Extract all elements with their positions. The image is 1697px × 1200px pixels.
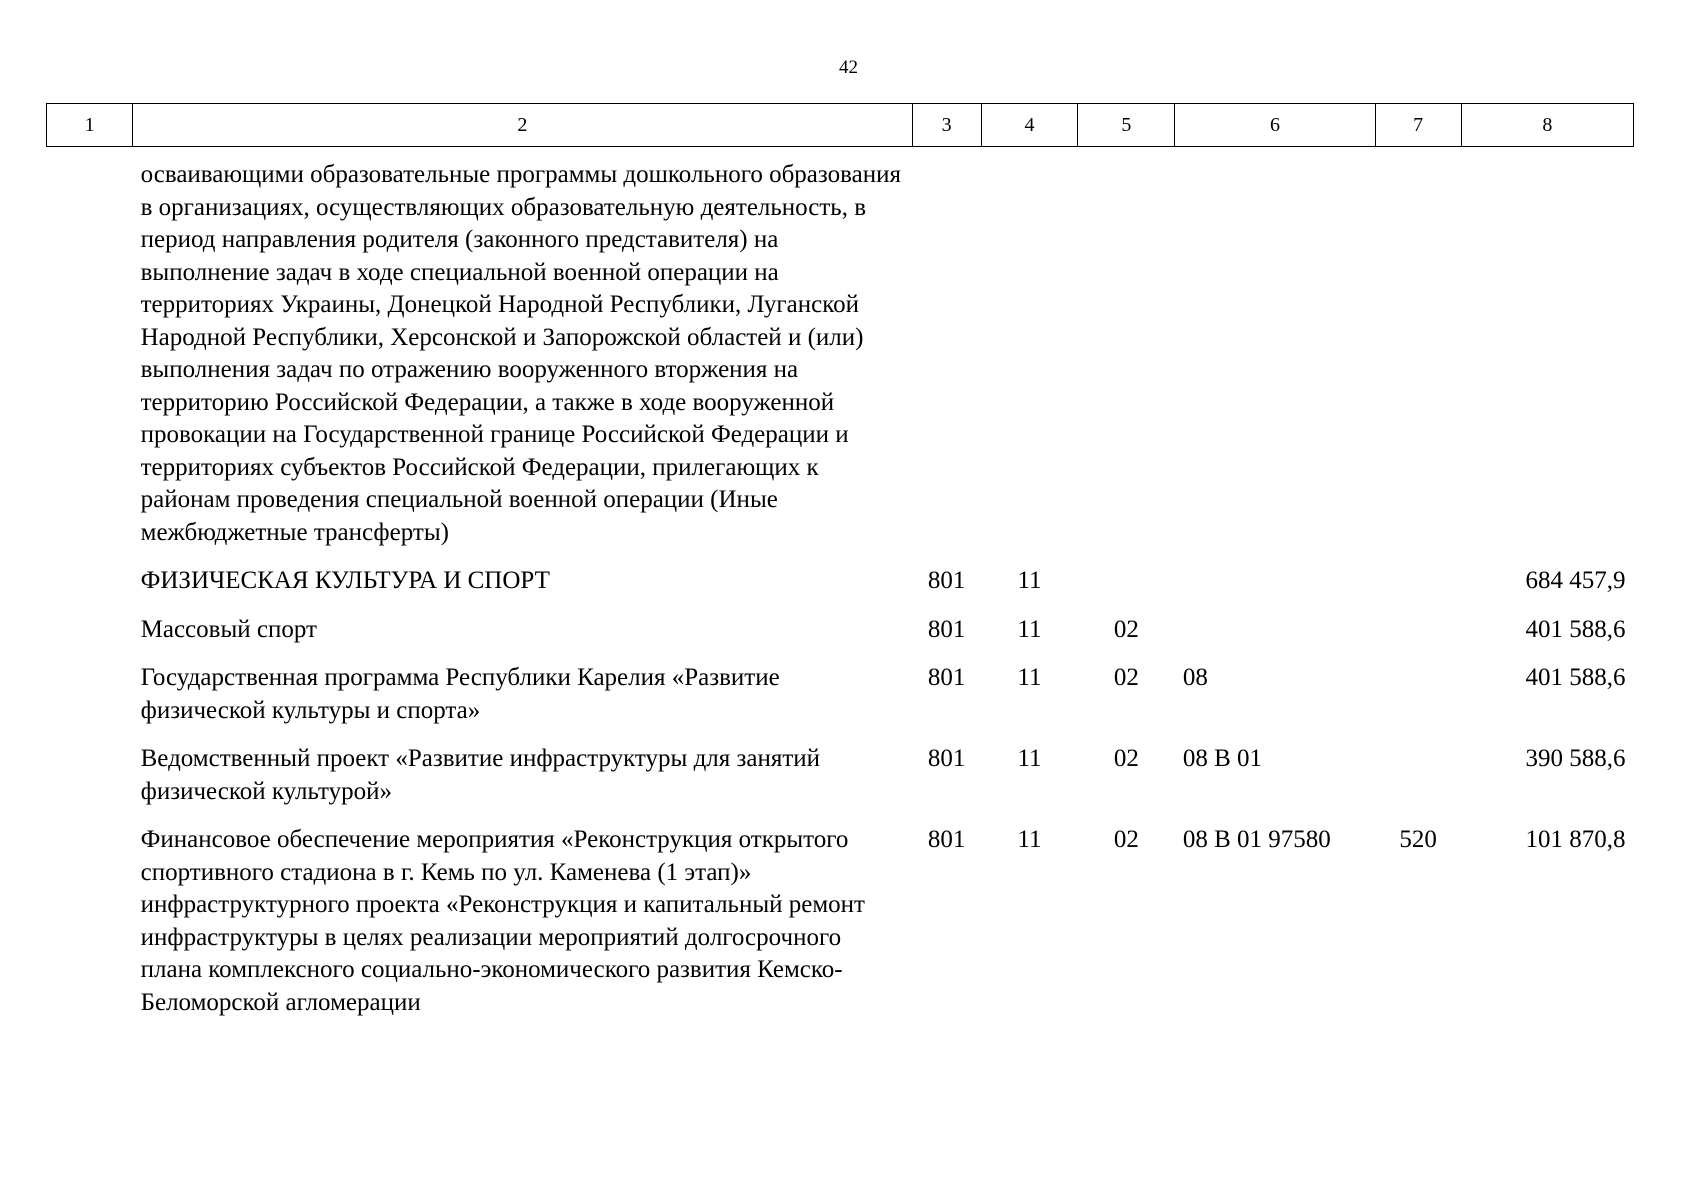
expense-type	[1375, 646, 1461, 727]
column-header: 2	[133, 104, 913, 147]
amount: 684 457,9	[1525, 567, 1626, 594]
section-code	[981, 147, 1078, 550]
target-code	[1175, 598, 1375, 647]
subsection-code: 02	[1113, 826, 1139, 853]
section-code: 11	[1017, 615, 1042, 643]
subsection-code	[1078, 549, 1175, 598]
column-header: 1	[47, 104, 133, 147]
column-header: 5	[1078, 104, 1175, 147]
target-code: 08	[1182, 664, 1208, 691]
expense-type	[1375, 147, 1461, 550]
amount: 401 588,6	[1525, 615, 1626, 643]
subsection-code: 02	[1113, 615, 1139, 643]
admin-code: 801	[927, 615, 966, 643]
admin-code	[912, 147, 981, 550]
target-code: 08 В 01	[1182, 745, 1262, 772]
item-name: Финансовое обеспечение мероприятия «Реконструкция открытого спортивного стадиона в г. Кемь по ул. Каменева (1 этап)» инфраструктурного проекта «Реконструкция и капитальный ремонт инфраструктуры в целях реализации мероприятий долгосрочного плана комплексного социально-экономического развития Кемско-Беломорской агломерации	[140, 826, 865, 1016]
table-row	[47, 727, 1634, 808]
section-code: 11	[1017, 826, 1042, 853]
amount: 101 870,8	[1525, 826, 1626, 853]
item-name: Массовый спорт	[140, 615, 317, 643]
expense-type: 520	[1399, 826, 1437, 853]
admin-code: 801	[927, 567, 966, 594]
column-header: 8	[1461, 104, 1633, 147]
amount	[1461, 147, 1633, 550]
admin-code: 801	[927, 664, 966, 691]
expense-type	[1375, 598, 1461, 647]
target-code	[1175, 549, 1375, 598]
section-code: 11	[1017, 745, 1042, 772]
amount: 390 588,6	[1525, 745, 1626, 772]
table-row	[47, 549, 1634, 598]
subsection-code: 02	[1113, 664, 1139, 691]
page-number: 42	[839, 57, 858, 78]
amount: 401 588,6	[1525, 664, 1626, 691]
item-name: Ведомственный проект «Развитие инфраструктуры для занятий физической культурой»	[140, 745, 821, 805]
section-code: 11	[1017, 567, 1042, 594]
admin-code: 801	[927, 745, 966, 772]
column-header: 3	[912, 104, 981, 147]
header-row	[47, 104, 1634, 147]
table-row	[47, 646, 1634, 727]
subsection-code	[1078, 147, 1175, 550]
column-header: 7	[1375, 104, 1461, 147]
subsection-code: 02	[1113, 745, 1139, 772]
item-name: Государственная программа Республики Карелия «Развитие физической культуры и спорта»	[140, 664, 780, 724]
column-header: 6	[1175, 104, 1375, 147]
admin-code: 801	[927, 826, 966, 853]
expense-type	[1375, 549, 1461, 598]
target-code	[1175, 147, 1375, 550]
table-row	[47, 808, 1634, 1019]
table-row	[47, 598, 1634, 647]
section-code: 11	[1017, 664, 1042, 691]
column-header: 4	[981, 104, 1078, 147]
expense-type	[1375, 727, 1461, 808]
target-code: 08 В 01 97580	[1182, 826, 1331, 853]
item-name: ФИЗИЧЕСКАЯ КУЛЬТУРА И СПОРТ	[140, 567, 550, 594]
budget-table	[46, 103, 1634, 1019]
item-name: осваивающими образовательные программы дошкольного образования в организациях, осуществляющих образовательную деятельность, в период направления родителя (законного представителя) на выполнение задач в ходе специальной военной операции на территориях Украины, Донецкой Народной Республики, Луганской Народной Республики, Херсонской и Запорожской областей и (или) выполнения задач по отражению вооруженного вторжения на территорию Российской Федерации, а также в ходе вооруженной провокации на Государственной границе Российской Федерации и территориях субъектов Российской Федерации, прилегающих к районам проведения специальной военной операции (Иные межбюджетные трансферты)	[140, 161, 901, 546]
table-row	[47, 147, 1634, 550]
